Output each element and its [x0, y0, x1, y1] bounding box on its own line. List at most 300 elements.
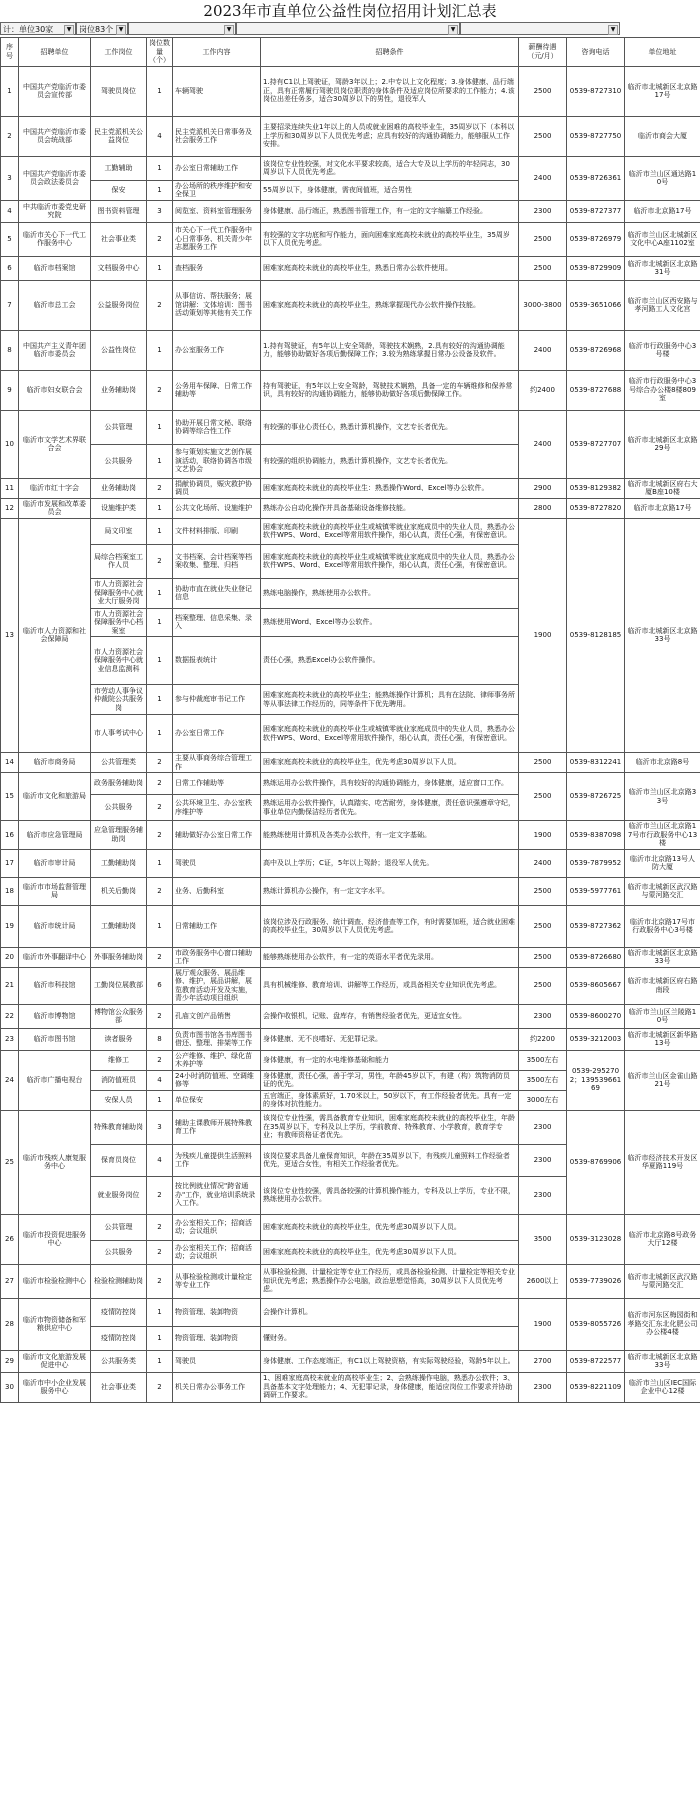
cell-post[interactable]: 公共管理	[91, 1214, 147, 1240]
cell-unit[interactable]: 临沂市检验检测中心	[19, 1264, 91, 1298]
cell-no[interactable]: 26	[1, 1214, 19, 1264]
cell-content[interactable]: 从事信访、帮扶服务；展馆讲解：文体培训：图书活动策划等其他有关工作	[173, 280, 261, 330]
cell-pay[interactable]: 2500	[519, 66, 567, 116]
cell-count[interactable]: 2	[147, 280, 173, 330]
cell-count[interactable]: 1	[147, 518, 173, 544]
cell-post[interactable]: 疫情防控岗	[91, 1326, 147, 1350]
cell-pay[interactable]: 2400	[519, 330, 567, 370]
cell-content[interactable]: 办公场所的秩序维护和安全保卫	[173, 180, 261, 200]
cell-req[interactable]: 身体健康、品行端正，熟悉图书管理工作，有一定的文字编纂工作经验。	[261, 200, 519, 222]
cell-no[interactable]: 22	[1, 1004, 19, 1028]
cell-content[interactable]: 协助市直在就业失业登记信息	[173, 578, 261, 608]
cell-content[interactable]: 主要从事商务综合管理工作	[173, 753, 261, 773]
cell-req[interactable]: 具有机械维修、教育培训、讲解等工作经历，或具备相关专业知识优先考虑。	[261, 967, 519, 1004]
cell-unit[interactable]: 中国共产党临沂市委员会统战部	[19, 116, 91, 156]
cell-count[interactable]: 2	[147, 1004, 173, 1028]
cell-content[interactable]: 负责市图书馆各书库图书借还、整理、排架等工作	[173, 1028, 261, 1050]
cell-unit[interactable]: 中共临沂市委党史研究院	[19, 200, 91, 222]
cell-pay[interactable]: 2300	[519, 1110, 567, 1144]
cell-count[interactable]: 1	[147, 498, 173, 518]
cell-post[interactable]: 市劳动人事争议仲裁院公共服务岗	[91, 685, 147, 715]
cell-req[interactable]: 会操作计算机。	[261, 1298, 519, 1326]
cell-pay[interactable]: 2600以上	[519, 1264, 567, 1298]
cell-addr[interactable]: 临沂市北城新区新华路13号	[625, 1028, 700, 1050]
cell-pay[interactable]: 3000左右	[519, 1090, 567, 1110]
header-address[interactable]: 单位地址	[625, 38, 700, 67]
cell-content[interactable]: 日常辅助工作	[173, 905, 261, 947]
header-post[interactable]: 工作岗位	[91, 38, 147, 67]
cell-content[interactable]: 办公室日常工作	[173, 715, 261, 753]
cell-post[interactable]: 公益服务岗位	[91, 280, 147, 330]
cell-content[interactable]: 阅览室、资料室管理服务	[173, 200, 261, 222]
cell-pay[interactable]: 2500	[519, 967, 567, 1004]
cell-pay[interactable]: 3500左右	[519, 1050, 567, 1070]
cell-count[interactable]: 1	[147, 849, 173, 877]
cell-req[interactable]: 主要招录连续失业1年以上的人员或就业困难的高校毕业生，35周岁以下（本科以上学历和30周岁以下人员优先考虑；应具有较好的沟通协调能力，能够服从工作安排。	[261, 116, 519, 156]
cell-addr[interactable]: 临沂市商会大厦	[625, 116, 700, 156]
cell-post[interactable]: 市人力资源社会保障服务中心就业大厅服务岗	[91, 578, 147, 608]
cell-pay[interactable]: 2500	[519, 116, 567, 156]
cell-unit[interactable]: 临沂市博物馆	[19, 1004, 91, 1028]
cell-count[interactable]: 2	[147, 821, 173, 850]
cell-post[interactable]: 外事服务辅助岗	[91, 947, 147, 967]
cell-pay[interactable]: 2400	[519, 849, 567, 877]
cell-addr[interactable]: 临沂市行政服务中心3号综合办公楼8楼809室	[625, 370, 700, 410]
header-pay[interactable]: 薪酬待遇（元/月）	[519, 38, 567, 67]
cell-post[interactable]: 公益性岗位	[91, 330, 147, 370]
cell-no[interactable]: 18	[1, 877, 19, 905]
cell-req[interactable]: 55周岁以下，身体健康，需夜间值班，适合男性	[261, 180, 519, 200]
cell-post[interactable]: 读者服务	[91, 1028, 147, 1050]
post-count-filter[interactable]	[76, 22, 128, 35]
cell-count[interactable]: 2	[147, 947, 173, 967]
cell-addr[interactable]: 临沂市北城新区北京路33号	[625, 947, 700, 967]
cell-no[interactable]: 23	[1, 1028, 19, 1050]
cell-pay[interactable]: 2400	[519, 156, 567, 200]
cell-req[interactable]: 该岗位专业性强，需具备教育专业知识，困难家庭高校未就业的高校毕业生，年龄在35周岁以下，专科及以上学历，学前教育、特殊教育、小学教育，教育学专业；有教师资格证者优先。	[261, 1110, 519, 1144]
cell-addr[interactable]: 临沂市兰山区西安路与孝河路工人文化宫	[625, 280, 700, 330]
cell-req[interactable]: 身体健康，责任心强，善于学习，男性，年龄45岁以下，有建（构）筑物消防员证的优先。	[261, 1070, 519, 1090]
cell-no[interactable]: 24	[1, 1050, 19, 1110]
cell-content[interactable]: 文书档案、会计档案等档案收集、整理、归档	[173, 544, 261, 578]
cell-tel[interactable]: 0539-7879952	[567, 849, 625, 877]
cell-post[interactable]: 设施维护类	[91, 498, 147, 518]
cell-count[interactable]: 8	[147, 1028, 173, 1050]
cell-no[interactable]: 9	[1, 370, 19, 410]
cell-addr[interactable]: 临沂市北京路8号	[625, 753, 700, 773]
cell-unit[interactable]: 临沂市发展和改革委员会	[19, 498, 91, 518]
cell-addr[interactable]: 临沂市兰山区金雀山路21号	[625, 1050, 700, 1110]
cell-req[interactable]: 该岗位专业性较强，需具备较强的计算机操作能力，专科及以上学历，专业不限，熟练使用办公软件。	[261, 1176, 519, 1214]
cell-no[interactable]: 27	[1, 1264, 19, 1298]
cell-content[interactable]: 数据报表统计	[173, 637, 261, 685]
cell-tel[interactable]: 0539-8129382	[567, 478, 625, 498]
filter-cell[interactable]	[236, 22, 460, 35]
cell-post[interactable]: 图书资料管理	[91, 200, 147, 222]
cell-content[interactable]: 驾驶员	[173, 1350, 261, 1372]
cell-content[interactable]: 为残疾儿童提供生活照料工作	[173, 1144, 261, 1176]
cell-post[interactable]: 公共服务	[91, 1240, 147, 1264]
cell-req[interactable]: 身体健康，有一定的水电维修基础和能力	[261, 1050, 519, 1070]
cell-count[interactable]: 4	[147, 1070, 173, 1090]
cell-pay[interactable]: 3000-3800	[519, 280, 567, 330]
cell-content[interactable]: 参与仲裁庭审书记工作	[173, 685, 261, 715]
cell-req[interactable]: 从事检验检测、计量检定等专业工作经历，或具备检验检测、计量检定等相关专业知识优先考虑；熟悉操作办公电脑，政治思想觉悟高，30周岁以下人员优先考虑。	[261, 1264, 519, 1298]
cell-tel[interactable]: 0539-3212003	[567, 1028, 625, 1050]
cell-req[interactable]: 有较强的文字功底和写作能力，面向困难家庭高校未就业的高校毕业生，35周岁以下人员优先考虑。	[261, 222, 519, 256]
cell-tel[interactable]: 0539-8727707	[567, 410, 625, 478]
cell-tel[interactable]: 0539-7739026	[567, 1264, 625, 1298]
cell-post[interactable]: 社会事业类	[91, 222, 147, 256]
cell-tel[interactable]: 0539-3123028	[567, 1214, 625, 1264]
cell-no[interactable]: 10	[1, 410, 19, 478]
filter-cell[interactable]	[460, 22, 620, 35]
cell-post[interactable]: 公共服务类	[91, 1350, 147, 1372]
cell-req[interactable]: 懂财务。	[261, 1326, 519, 1350]
cell-count[interactable]: 2	[147, 222, 173, 256]
cell-tel[interactable]: 0539-8221109	[567, 1372, 625, 1402]
unit-count-filter[interactable]	[0, 22, 76, 35]
cell-count[interactable]: 2	[147, 877, 173, 905]
cell-pay[interactable]: 1900	[519, 1298, 567, 1350]
cell-tel[interactable]: 0539-8726725	[567, 773, 625, 821]
cell-count[interactable]: 1	[147, 608, 173, 637]
cell-no[interactable]: 29	[1, 1350, 19, 1372]
cell-req[interactable]: 责任心强，熟悉Excel办公软件操作。	[261, 637, 519, 685]
cell-unit[interactable]: 临沂市投资促进服务中心	[19, 1214, 91, 1264]
cell-content[interactable]: 民主党派机关日常事务及社会服务工作	[173, 116, 261, 156]
cell-addr[interactable]: 临沂市经济技术开发区华夏路119号	[625, 1110, 700, 1214]
cell-no[interactable]: 30	[1, 1372, 19, 1402]
cell-req[interactable]: 该岗位专业性较强，对文化水平要求较高，适合大专及以上学历的年轻同志，30周岁以下人员优先考虑。	[261, 156, 519, 180]
cell-count[interactable]: 1	[147, 1350, 173, 1372]
cell-post[interactable]: 业务辅助岗	[91, 370, 147, 410]
cell-req[interactable]: 身体健康、无不良嗜好、无犯罪记录。	[261, 1028, 519, 1050]
cell-count[interactable]: 2	[147, 1050, 173, 1070]
cell-count[interactable]: 1	[147, 330, 173, 370]
header-requirements[interactable]: 招聘条件	[261, 38, 519, 67]
cell-count[interactable]: 2	[147, 1214, 173, 1240]
cell-no[interactable]: 11	[1, 478, 19, 498]
cell-no[interactable]: 15	[1, 773, 19, 821]
cell-req[interactable]: 1.持有驾驶证，有5年以上安全驾龄，驾驶技术娴熟，2.具有较好的沟通协调能力，能够协助做好各项后勤保障工作；3.较为熟练掌握日常办公设备及软件。	[261, 330, 519, 370]
cell-unit[interactable]: 临沂市广播电视台	[19, 1050, 91, 1110]
header-phone[interactable]: 咨询电话	[567, 38, 625, 67]
cell-post[interactable]: 市人事考试中心	[91, 715, 147, 753]
cell-req[interactable]: 困难家庭高校未就业的高校毕业生，优先考虑30周岁以下人员。	[261, 753, 519, 773]
cell-content[interactable]: 公务用车保障、日常工作辅助等	[173, 370, 261, 410]
cell-post[interactable]: 工勤辅助岗	[91, 849, 147, 877]
cell-no[interactable]: 16	[1, 821, 19, 850]
cell-addr[interactable]: 临沂市北城新区府右大厦B座10楼	[625, 478, 700, 498]
header-content[interactable]: 工作内容	[173, 38, 261, 67]
cell-content[interactable]: 参与策划实施文艺创作展演活动，联络协调各市级文艺协会	[173, 444, 261, 478]
cell-unit[interactable]: 临沂市中小企业发展服务中心	[19, 1372, 91, 1402]
cell-no[interactable]: 25	[1, 1110, 19, 1214]
cell-count[interactable]: 2	[147, 753, 173, 773]
cell-count[interactable]: 6	[147, 967, 173, 1004]
cell-req[interactable]: 熟练运用办公软件操作，认真踏实、吃苦耐劳，身体健康，责任意识强遵章守纪，事业单位内勤保洁经历者优先。	[261, 795, 519, 821]
cell-addr[interactable]: 临沂市兰山区通达路10号	[625, 156, 700, 200]
cell-content[interactable]: 辅助做好办公室日常工作	[173, 821, 261, 850]
cell-no[interactable]: 17	[1, 849, 19, 877]
cell-content[interactable]: 公产维修、维护、绿化苗木养护等	[173, 1050, 261, 1070]
cell-count[interactable]: 1	[147, 1326, 173, 1350]
cell-unit[interactable]: 临沂市物资储备和军粮供应中心	[19, 1298, 91, 1350]
cell-pay[interactable]: 2800	[519, 498, 567, 518]
cell-content[interactable]: 办公室服务工作	[173, 330, 261, 370]
cell-unit[interactable]: 中国共产主义青年团临沂市委员会	[19, 330, 91, 370]
cell-unit[interactable]: 临沂市应急管理局	[19, 821, 91, 850]
cell-tel[interactable]: 0539-8727820	[567, 498, 625, 518]
cell-unit[interactable]: 临沂市审计局	[19, 849, 91, 877]
cell-count[interactable]: 4	[147, 116, 173, 156]
cell-content[interactable]: 文件材料排版、印刷	[173, 518, 261, 544]
cell-unit[interactable]: 临沂市残疾人康复服务中心	[19, 1110, 91, 1214]
cell-addr[interactable]: 临沂市行政服务中心3号楼	[625, 330, 700, 370]
cell-content[interactable]: 展厅观众服务、展品维修、维护，展品讲解，展览教育活动开发及实施，青少年活动项目组织	[173, 967, 261, 1004]
cell-req[interactable]: 熟练运用办公软件操作，具有较好的沟通协调能力，身体健康，适应窗口工作。	[261, 773, 519, 795]
cell-count[interactable]: 1	[147, 180, 173, 200]
cell-unit[interactable]: 临沂市文化和旅游局	[19, 773, 91, 821]
cell-tel[interactable]: 0539-2952702；13953966169	[567, 1050, 625, 1110]
cell-post[interactable]: 局综合档案室工作人员	[91, 544, 147, 578]
cell-req[interactable]: 熟练电脑操作，熟练使用办公软件。	[261, 578, 519, 608]
header-count[interactable]: 岗位数量（个）	[147, 38, 173, 67]
cell-count[interactable]: 1	[147, 444, 173, 478]
cell-unit[interactable]: 临沂市红十字会	[19, 478, 91, 498]
cell-tel[interactable]: 0539-8727377	[567, 200, 625, 222]
cell-addr[interactable]: 临沂市北城新区北京路33号	[625, 1350, 700, 1372]
cell-content[interactable]: 办公室相关工作；招商活动；会议组织	[173, 1214, 261, 1240]
cell-unit[interactable]: 临沂市关心下一代工作服务中心	[19, 222, 91, 256]
cell-addr[interactable]: 临沂市北城新区北京路33号	[625, 518, 700, 753]
cell-count[interactable]: 1	[147, 905, 173, 947]
cell-req[interactable]: 能够熟练使用办公软件，有一定的英语水平者优先录用。	[261, 947, 519, 967]
cell-req[interactable]: 该岗位要求具备儿童保育知识，年龄在35周岁以下，有残疾儿童照料工作经验者优先，更适合女性，有相关工作经验者优先。	[261, 1144, 519, 1176]
cell-tel[interactable]: 0539-8727688	[567, 370, 625, 410]
cell-content[interactable]: 捐献协调员，赈灾救护协调员	[173, 478, 261, 498]
cell-pay[interactable]: 2300	[519, 1372, 567, 1402]
cell-pay[interactable]: 2300	[519, 1004, 567, 1028]
cell-addr[interactable]: 临沂市兰山区北京路33号	[625, 773, 700, 821]
cell-post[interactable]: 维修工	[91, 1050, 147, 1070]
cell-unit[interactable]: 临沂市市场监督管理局	[19, 877, 91, 905]
cell-req[interactable]: 困难家庭高校未就业的高校毕业生或城镇零就业家庭成员中的失业人员，熟悉办公软件WPS、Word、Excel等常用软件操作，细心认真，责任心强，有保密意识。	[261, 544, 519, 578]
cell-count[interactable]: 2	[147, 544, 173, 578]
cell-addr[interactable]: 临沂市北城新区府右路南段	[625, 967, 700, 1004]
cell-pay[interactable]: 2500	[519, 773, 567, 821]
cell-tel[interactable]: 0539-8727362	[567, 905, 625, 947]
cell-count[interactable]: 1	[147, 578, 173, 608]
cell-pay[interactable]: 2300	[519, 200, 567, 222]
cell-req[interactable]: 困难家庭高校未就业的高校毕业生，熟练掌握现代办公软件操作技能。	[261, 280, 519, 330]
cell-count[interactable]: 1	[147, 410, 173, 444]
cell-count[interactable]: 1	[147, 715, 173, 753]
cell-addr[interactable]: 临沂市北京路17号	[625, 200, 700, 222]
cell-post[interactable]: 特殊教育辅助岗	[91, 1110, 147, 1144]
cell-pay[interactable]: 2700	[519, 1350, 567, 1372]
cell-req[interactable]: 高中及以上学历；C证，5年以上驾龄；退役军人优先。	[261, 849, 519, 877]
cell-count[interactable]: 2	[147, 773, 173, 795]
cell-content[interactable]: 查档服务	[173, 256, 261, 280]
cell-unit[interactable]: 中国共产党临沂市委员会政法委员会	[19, 156, 91, 200]
cell-content[interactable]: 市关心下一代工作服务中心日常事务、机关青少年志愿服务工作	[173, 222, 261, 256]
dropdown-arrow-icon[interactable]: ▼	[64, 25, 74, 35]
cell-content[interactable]: 物资管理、装卸物资	[173, 1326, 261, 1350]
cell-count[interactable]: 3	[147, 1110, 173, 1144]
cell-req[interactable]: 五官端正，身体素质好，1.70米以上，50岁以下，有工作经验者优先。具有一定的身体对抗性能力。	[261, 1090, 519, 1110]
cell-unit[interactable]: 临沂市人力资源和社会保障局	[19, 518, 91, 753]
cell-no[interactable]: 19	[1, 905, 19, 947]
cell-unit[interactable]: 临沂市总工会	[19, 280, 91, 330]
cell-pay[interactable]: 2500	[519, 905, 567, 947]
cell-tel[interactable]: 0539-8055726	[567, 1298, 625, 1350]
cell-post[interactable]: 保育员岗位	[91, 1144, 147, 1176]
cell-tel[interactable]: 0539-8722577	[567, 1350, 625, 1372]
dropdown-arrow-icon[interactable]: ▼	[608, 25, 618, 35]
cell-count[interactable]: 1	[147, 1298, 173, 1326]
cell-post[interactable]: 工勤辅助岗	[91, 905, 147, 947]
cell-req[interactable]: 能熟练使用计算机及各类办公软件，有一定文字基础。	[261, 821, 519, 850]
cell-unit[interactable]: 临沂市妇女联合会	[19, 370, 91, 410]
cell-post[interactable]: 保安	[91, 180, 147, 200]
cell-content[interactable]: 办公室日常辅助工作	[173, 156, 261, 180]
cell-count[interactable]: 3	[147, 200, 173, 222]
cell-req[interactable]: 困难家庭高校未就业的高校毕业生，熟悉日常办公软件使用。	[261, 256, 519, 280]
cell-req[interactable]: 困难家庭高校未就业的高校毕业生：熟悉操作Word、Excel等办公软件。	[261, 478, 519, 498]
cell-addr[interactable]: 临沂市北京路8号政务大厅12楼	[625, 1214, 700, 1264]
cell-content[interactable]: 档案整理、信息采集、录入	[173, 608, 261, 637]
cell-no[interactable]: 14	[1, 753, 19, 773]
cell-count[interactable]: 2	[147, 370, 173, 410]
cell-req[interactable]: 困难家庭高校未就业的高校毕业生，优先考虑30周岁以下人员。	[261, 1240, 519, 1264]
cell-count[interactable]: 2	[147, 1264, 173, 1298]
cell-post[interactable]: 政务服务辅助岗	[91, 773, 147, 795]
cell-post[interactable]: 疫情防控岗	[91, 1298, 147, 1326]
cell-pay[interactable]: 2900	[519, 478, 567, 498]
cell-req[interactable]: 熟练计算机办公操作，有一定文字水平。	[261, 877, 519, 905]
cell-post[interactable]: 公共管理	[91, 410, 147, 444]
cell-post[interactable]: 安保人员	[91, 1090, 147, 1110]
cell-no[interactable]: 5	[1, 222, 19, 256]
cell-req[interactable]: 身体健康、工作态度端正，有C1以上驾驶资格，有实际驾驶经验，驾龄5年以上。	[261, 1350, 519, 1372]
dropdown-arrow-icon[interactable]: ▼	[224, 25, 234, 35]
cell-content[interactable]: 按比例就业情况"跨省通办"工作，就业培训系统录入工作。	[173, 1176, 261, 1214]
cell-req[interactable]: 该岗位涉及行政服务、统计调查、经济普查等工作，有时需要加班，适合就业困难的高校毕业生，30周岁以下人员优先考虑。	[261, 905, 519, 947]
cell-unit[interactable]: 临沂市图书馆	[19, 1028, 91, 1050]
cell-tel[interactable]: 0539-8727310	[567, 66, 625, 116]
cell-pay[interactable]: 3500左右	[519, 1070, 567, 1090]
cell-tel[interactable]: 0539-8726361	[567, 156, 625, 200]
cell-addr[interactable]: 临沂市北城新区北京路29号	[625, 410, 700, 478]
header-unit[interactable]: 招聘单位	[19, 38, 91, 67]
cell-no[interactable]: 7	[1, 280, 19, 330]
cell-no[interactable]: 4	[1, 200, 19, 222]
dropdown-arrow-icon[interactable]: ▼	[116, 25, 126, 35]
cell-pay[interactable]: 1900	[519, 518, 567, 753]
cell-post[interactable]: 应急管理服务辅助岗	[91, 821, 147, 850]
cell-post[interactable]: 公共服务	[91, 795, 147, 821]
cell-count[interactable]: 2	[147, 1176, 173, 1214]
cell-pay[interactable]: 2500	[519, 753, 567, 773]
cell-unit[interactable]: 临沂市档案馆	[19, 256, 91, 280]
cell-tel[interactable]: 0539-3651066	[567, 280, 625, 330]
cell-tel[interactable]: 0539-8726968	[567, 330, 625, 370]
cell-req[interactable]: 1.持有C1以上驾驶证，驾龄3年以上；2.中专以上文化程度；3.身体健康、品行端正，具有正常履行驾驶员岗位职责的身体条件及适应岗位所要求的工作能力；4.该岗位出差任务多，适合30周岁以下的男性，退役军人	[261, 66, 519, 116]
cell-addr[interactable]: 临沂市兰山区IEC国际企业中心12楼	[625, 1372, 700, 1402]
cell-no[interactable]: 13	[1, 518, 19, 753]
cell-content[interactable]: 辅助主课教师开展特殊教育工作	[173, 1110, 261, 1144]
cell-unit[interactable]: 临沂市文化旅游发展促进中心	[19, 1350, 91, 1372]
filter-cell[interactable]	[128, 22, 236, 35]
cell-tel[interactable]: 0539-8600270	[567, 1004, 625, 1028]
cell-unit[interactable]: 临沂市商务局	[19, 753, 91, 773]
cell-content[interactable]: 从事检验检测或计量检定等专业工作	[173, 1264, 261, 1298]
cell-count[interactable]: 1	[147, 1090, 173, 1110]
cell-addr[interactable]: 临沂市兰山区北城新区文化中心A座1102室	[625, 222, 700, 256]
cell-count[interactable]: 2	[147, 1240, 173, 1264]
cell-content[interactable]: 机关日常办公事务工作	[173, 1372, 261, 1402]
cell-post[interactable]: 市人力资源社会保障服务中心就业信息监测科	[91, 637, 147, 685]
cell-count[interactable]: 1	[147, 637, 173, 685]
cell-post[interactable]: 民主党派机关公益岗位	[91, 116, 147, 156]
cell-tel[interactable]: 0539-8729909	[567, 256, 625, 280]
cell-req[interactable]: 熟练使用Word、Excel等办公软件。	[261, 608, 519, 637]
cell-no[interactable]: 8	[1, 330, 19, 370]
cell-req[interactable]: 持有驾驶证，有5年以上安全驾龄，驾驶技术娴熟，具备一定的车辆维修和保养常识，具有较好的沟通协调能力，能够协助做好各项后勤保障工作。	[261, 370, 519, 410]
cell-addr[interactable]: 临沂市北城新区武汉路与蒙河路交汇	[625, 877, 700, 905]
cell-pay[interactable]: 约2400	[519, 370, 567, 410]
cell-pay[interactable]: 2300	[519, 1176, 567, 1214]
cell-req[interactable]: 熟练办公自动化操作并具备基础设备维修技能。	[261, 498, 519, 518]
cell-content[interactable]: 协助开展日常文秘、联络协调等综合性工作	[173, 410, 261, 444]
cell-no[interactable]: 2	[1, 116, 19, 156]
cell-req[interactable]: 困难家庭高校未就业的高校毕业生；能熟练操作计算机；具有在法院、律师事务所等从事法律工作经历的，同等条件下优先聘用。	[261, 685, 519, 715]
cell-post[interactable]: 社会事业类	[91, 1372, 147, 1402]
cell-post[interactable]: 公共管理类	[91, 753, 147, 773]
cell-addr[interactable]: 临沂市兰山区兰陵路10号	[625, 1004, 700, 1028]
cell-count[interactable]: 2	[147, 1372, 173, 1402]
cell-no[interactable]: 12	[1, 498, 19, 518]
cell-count[interactable]: 2	[147, 795, 173, 821]
cell-content[interactable]: 驾驶员	[173, 849, 261, 877]
cell-no[interactable]: 6	[1, 256, 19, 280]
cell-post[interactable]: 博物馆公众服务部	[91, 1004, 147, 1028]
cell-tel[interactable]: 0539-8726680	[567, 947, 625, 967]
cell-post[interactable]: 局文印室	[91, 518, 147, 544]
cell-pay[interactable]: 2400	[519, 410, 567, 478]
cell-post[interactable]: 业务辅助岗	[91, 478, 147, 498]
cell-pay[interactable]: 2500	[519, 256, 567, 280]
cell-content[interactable]: 24小时消防值班、空调维修等	[173, 1070, 261, 1090]
cell-req[interactable]: 1、困难家庭高校未就业的高校毕业生；2、会熟练操作电脑，熟悉办公软件；3、具备基本文字处理能力；4、无犯罪记录，身体健康，能适应岗位工作要求并协助调研工作要求。	[261, 1372, 519, 1402]
cell-content[interactable]: 公共环境卫生、办公室秩序维护等	[173, 795, 261, 821]
cell-content[interactable]: 单位保安	[173, 1090, 261, 1110]
cell-addr[interactable]: 临沂市北京路17号	[625, 498, 700, 518]
cell-addr[interactable]: 临沂市北京路13号人防大厦	[625, 849, 700, 877]
cell-content[interactable]: 孔庙文创产品销售	[173, 1004, 261, 1028]
cell-tel[interactable]: 0539-8727750	[567, 116, 625, 156]
cell-count[interactable]: 4	[147, 1144, 173, 1176]
cell-pay[interactable]: 3500	[519, 1214, 567, 1264]
cell-post[interactable]: 公共服务	[91, 444, 147, 478]
cell-addr[interactable]: 临沂市北城新区北京路17号	[625, 66, 700, 116]
cell-unit[interactable]: 临沂市文学艺术界联合会	[19, 410, 91, 478]
cell-addr[interactable]: 临沂市河东区梅园街和孝路交汇东北化肥公司办公楼4楼	[625, 1298, 700, 1350]
cell-addr[interactable]: 临沂市北城新区武汉路与蒙河路交汇	[625, 1264, 700, 1298]
cell-post[interactable]: 文档服务中心	[91, 256, 147, 280]
